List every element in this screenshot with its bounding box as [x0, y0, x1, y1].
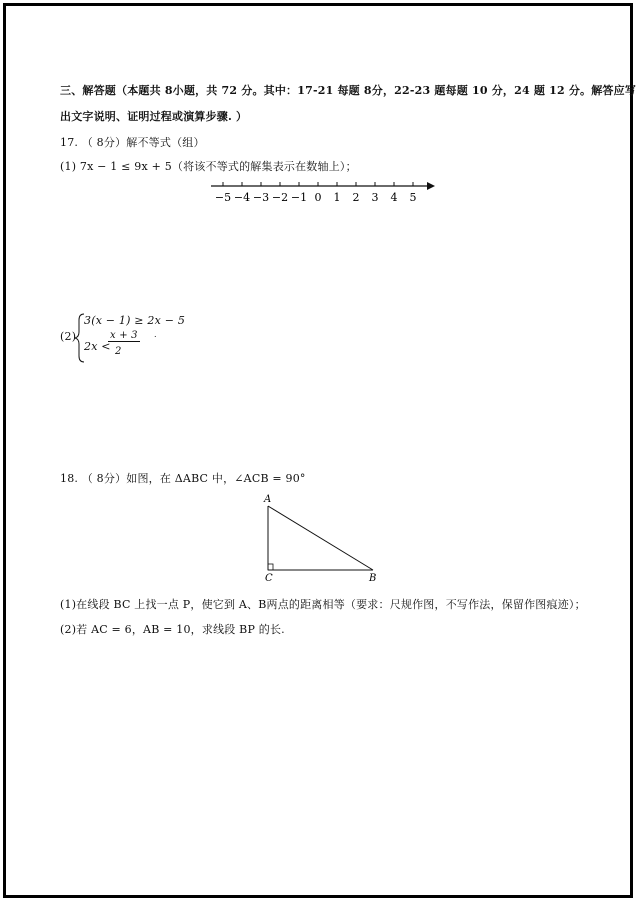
vertex-a-label: A	[264, 494, 272, 505]
trailing-dot: .	[154, 330, 157, 339]
number-line-ticks	[215, 182, 417, 204]
vertex-b-label: B	[369, 573, 377, 584]
q17-part2-label: (2)	[60, 330, 77, 343]
tick-label: −2	[271, 191, 289, 204]
tick-label: 4	[390, 191, 398, 204]
number-line	[205, 176, 435, 206]
system-inequality-2-lhs: 2x <	[84, 340, 111, 353]
tick-label: −3	[252, 191, 270, 204]
section-heading-line1: 三、解答题（本题共 8小题，共 72 分。其中：17-21 每题 8分，22-23 题每题 10 分，24 题 12 分。解答应写	[60, 84, 637, 97]
vertex-c-label: C	[265, 573, 273, 584]
tick-label: 5	[409, 191, 417, 204]
q18-header: 18. （ 8分）如图，在 ΔABC 中，∠ACB = 90°	[60, 472, 306, 485]
q17-part1: (1) 7x − 1 ≤ 9x + 5（将该不等式的解集表示在数轴上）；	[60, 160, 357, 173]
fraction-numerator: x + 3	[110, 330, 138, 341]
q18-part1: (1)在线段 BC 上找一点 P，使它到 A、B两点的距离相等（要求：尺规作图，不写作法，保留作图痕迹）；	[60, 598, 586, 611]
number-line-arrow-icon	[427, 182, 435, 190]
q17-header: 17. （ 8分）解不等式（组）	[60, 136, 205, 149]
side-ab	[268, 506, 373, 570]
system-inequality-1: 3(x − 1) ≥ 2x − 5	[84, 314, 186, 327]
tick-label: 1	[333, 191, 341, 204]
q18-part2: (2)若 AC = 6，AB = 10，求线段 BP 的长.	[60, 623, 285, 636]
tick-label: 2	[352, 191, 360, 204]
right-angle-icon	[268, 564, 273, 570]
tick-label: −5	[214, 191, 232, 204]
triangle-diagram	[255, 492, 385, 584]
tick-label: 3	[371, 191, 379, 204]
tick-label: 0	[314, 191, 322, 204]
tick-label: −4	[233, 191, 251, 204]
tick-label: −1	[290, 191, 308, 204]
section-heading-line2: 出文字说明、证明过程或演算步骤. ）	[60, 110, 248, 123]
fraction-denominator: 2	[115, 346, 122, 357]
